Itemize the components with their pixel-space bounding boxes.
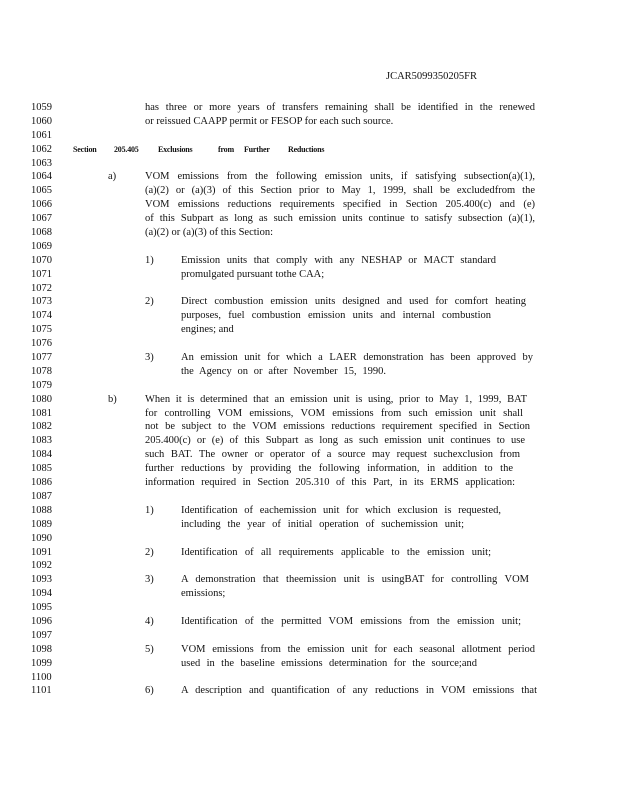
text-line [0,323,618,337]
section-heading [0,143,618,157]
item-line: emissions; [181,588,226,600]
text-line [0,268,618,282]
line-number: 1060 [31,115,52,127]
line-number: 1087 [31,490,52,502]
subsection-line: information required in Section 205.310 of this Part, in its ERMS application: [145,477,515,489]
subsection-line: (a)(2) or (a)(3) of this Section: [145,227,273,239]
item-label: 2) [145,546,154,558]
text-line [0,587,618,601]
text-line [0,532,618,546]
text-line [0,643,618,657]
text-line [0,490,618,504]
line-number: 1068 [31,227,52,239]
item-line: Identification of all requirements applicable to the emission unit; [181,546,491,558]
item-label: 5) [145,643,154,655]
subsection-line: not be subject to the VOM emissions reductions requirement specified in Section [145,421,530,433]
intro-line: or reissued CAAPP permit or FESOP for each such source. [145,115,394,127]
text-line [0,254,618,268]
section-title-word: Further [244,144,270,154]
subsection-line: VOM emissions from the following emission units, if satisfying subsection(a)(1), [145,171,535,183]
subsection-line: of this Subpart as long as such emission units continue to satisfy subsection (a)(1), [145,213,535,225]
item-line: the Agency on or after November 15, 1990. [181,365,386,377]
item-line: VOM emissions from the emission unit for each seasonal allotment period [181,643,535,655]
text-line [0,671,618,685]
line-number: 1072 [31,282,52,294]
section-number: 205.405 [114,144,139,154]
line-number: 1086 [31,477,52,489]
line-number: 1073 [31,296,52,308]
text-line [0,657,618,671]
item-line: Identification of the permitted VOM emissions from the emission unit; [181,615,521,627]
subsection-line: (a)(2) or (a)(3) of this Section prior to May 1, 1999, shall be excludedfrom the [145,185,535,197]
line-number: 1096 [31,615,52,627]
line-number: 1062 [31,143,52,155]
item-line: An emission unit for which a LAER demonstration has been approved by [181,352,533,364]
item-label: 3) [145,352,154,364]
line-number: 1100 [31,671,52,683]
subsection-label: a) [108,171,117,183]
section-title-word: Reductions [288,144,325,154]
line-number: 1084 [31,449,52,461]
text-line [0,282,618,296]
item-line: Emission units that comply with any NESHAP or MACT standard [181,254,496,266]
text-line [0,559,618,573]
line-number: 1079 [31,379,52,391]
section-word: Section [73,144,97,154]
text-line [0,309,618,323]
subsection-line: further reductions by providing the following information, in addition to the [145,463,513,475]
line-number: 1082 [31,421,52,433]
item-line: including the year of initial operation of suchemission unit; [181,518,464,530]
item-line: used in the baseline emissions determination for the source;and [181,657,477,669]
line-number: 1085 [31,463,52,475]
item-label: 4) [145,615,154,627]
line-number: 1097 [31,629,52,641]
text-line [0,601,618,615]
line-number: 1099 [31,657,52,669]
text-line [0,295,618,309]
line-number: 1089 [31,518,52,530]
text-line [0,226,618,240]
subsection-line: for controlling VOM emissions, VOM emissions from such emission unit shall [145,407,523,419]
section-title-word: from [218,144,234,154]
subsection-line: 205.400(c) or (e) of this Subpart as long as such emission unit continues to use [145,435,525,447]
line-number: 1098 [31,643,52,655]
line-number: 1088 [31,504,52,516]
text-line [0,337,618,351]
line-number: 1077 [31,352,52,364]
section-title-word: Exclusions [158,144,193,154]
line-number: 1083 [31,435,52,447]
text-line [0,351,618,365]
line-number: 1070 [31,254,52,266]
text-line [0,573,618,587]
text-line [0,379,618,393]
subsection-line: such BAT. The owner or operator of a source may request suchexclusion from [145,449,520,461]
item-line: engines; and [181,324,234,336]
text-line [0,157,618,171]
item-label: 1) [145,254,154,266]
line-number: 1080 [31,393,52,405]
text-line [0,420,618,434]
text-line [0,184,618,198]
line-number: 1094 [31,588,52,600]
text-line [0,448,618,462]
text-line [0,212,618,226]
text-line [0,476,618,490]
text-line [0,240,618,254]
text-line [0,504,618,518]
line-number: 1063 [31,157,52,169]
text-line [0,615,618,629]
line-number: 1093 [31,574,52,586]
item-label: 1) [145,504,154,516]
text-line [0,518,618,532]
line-number: 1071 [31,268,52,280]
line-number: 1074 [31,310,52,322]
text-line [0,115,618,129]
text-line [0,629,618,643]
text-line [0,462,618,476]
text-line [0,393,618,407]
line-number: 1078 [31,365,52,377]
line-number: 1090 [31,532,52,544]
item-line: Identification of eachemission unit for which exclusion is requested, [181,504,501,516]
text-line [0,198,618,212]
document-code-header: JCAR5099350205FR [386,71,478,82]
subsection-line: When it is determined that an emission unit is using, prior to May 1, 1999, BAT [145,393,527,405]
line-number: 1091 [31,546,52,558]
item-line: purposes, fuel combustion emission units and internal combustion [181,310,491,322]
line-number: 1101 [31,685,52,697]
line-number: 1064 [31,171,52,183]
subsection-line: VOM emissions reductions requirements specified in Section 205.400(c) and (e) [145,199,535,211]
item-label: 2) [145,296,154,308]
line-number: 1076 [31,338,52,350]
text-line [0,684,618,698]
item-line: A description and quantification of any reductions in VOM emissions that [181,685,537,697]
line-number: 1092 [31,560,52,572]
line-number: 1065 [31,185,52,197]
line-number: 1069 [31,240,52,252]
item-label: 3) [145,574,154,586]
intro-line: has three or more years of transfers remaining shall be identified in the renewed [145,102,535,113]
subsection-label: b) [108,393,117,405]
text-line [0,434,618,448]
line-number: 1081 [31,407,52,419]
item-line: promulgated pursuant tothe CAA; [181,268,325,280]
item-line: Direct combustion emission units designed and used for comfort heating [181,296,526,308]
line-number: 1067 [31,213,52,225]
text-line [0,101,618,115]
text-line [0,129,618,143]
line-number: 1059 [31,102,52,113]
line-number: 1095 [31,602,52,614]
line-number: 1075 [31,324,52,336]
item-label: 6) [145,685,154,697]
line-number: 1061 [31,129,52,141]
text-line [0,546,618,560]
text-line [0,170,618,184]
document-body [0,101,618,698]
line-number: 1066 [31,199,52,211]
text-line [0,407,618,421]
text-line [0,365,618,379]
item-line: A demonstration that theemission unit is usingBAT for controlling VOM [181,574,529,586]
